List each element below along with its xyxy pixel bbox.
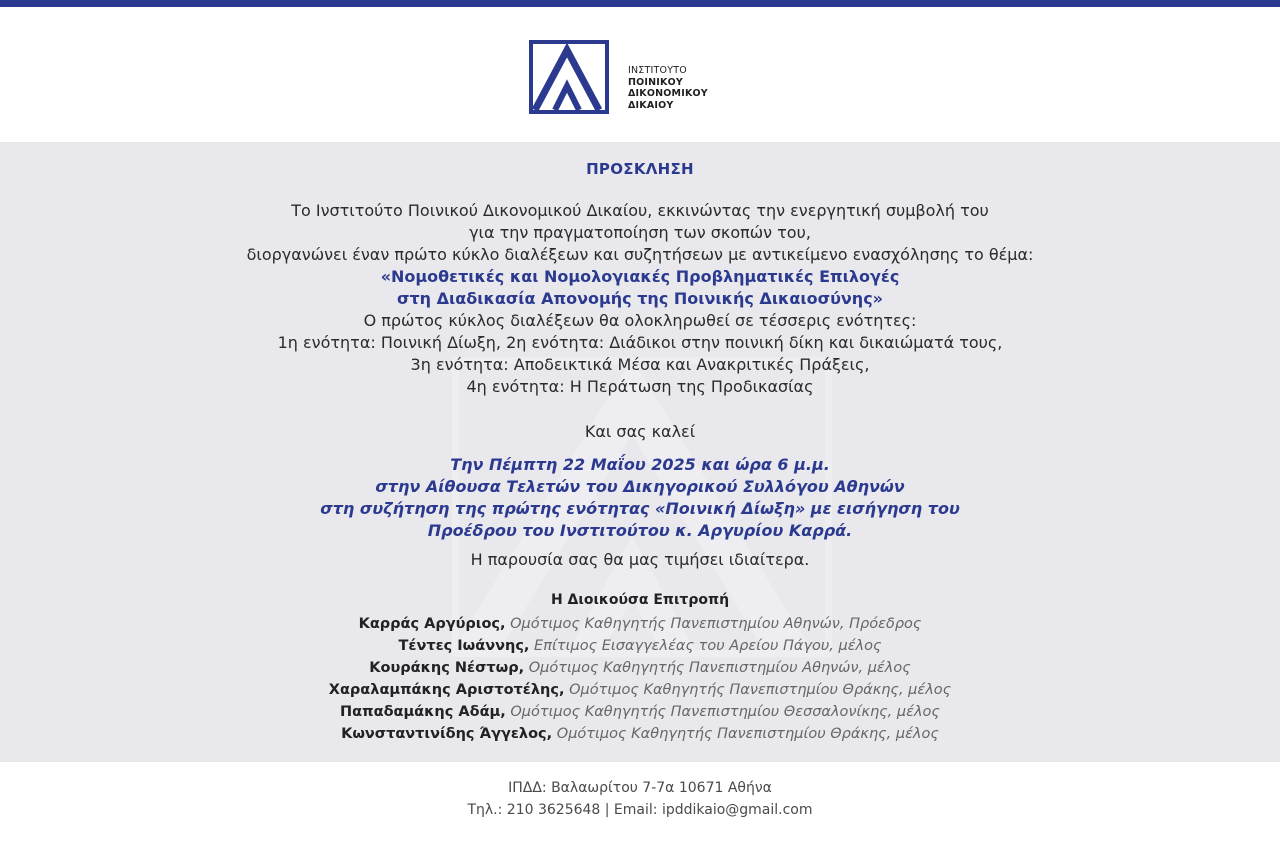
member-role: Επίτιμος Εισαγγελέας του Αρείου Πάγου, μέλος xyxy=(534,638,882,654)
logo-line-2: ΠΟΙΝΙΚΟΥ xyxy=(628,76,683,88)
board-title: Η Διοικούσα Επιτροπή xyxy=(550,592,730,608)
topic-line: στη Διαδικασία Απονομής της Ποινικής Δικαιοσύνης» xyxy=(396,289,884,308)
logo-line-3: ΔΙΚΟΝΟΜΙΚΟΥ xyxy=(628,88,708,99)
cycle-line: 4η ενότητα: Η Περάτωση της Προδικασίας xyxy=(466,377,814,396)
invitation-title: ΠΡΟΣΚΛΗΣΗ xyxy=(586,160,694,178)
event-line: στην Αίθουσα Τελετών του Δικηγορικού Συλλόγου Αθηνών xyxy=(375,477,905,496)
logo-line-4: ΔΙΚΑΙΟΥ xyxy=(628,99,674,111)
member-role: Ομότιμος Καθηγητής Πανεπιστημίου Αθηνών, Πρόεδρος xyxy=(510,616,922,632)
event-details xyxy=(0,454,1280,542)
member-name: Τέντες Ιωάννης, xyxy=(398,638,530,654)
intro-paragraph xyxy=(0,200,1280,398)
board-member xyxy=(0,679,1280,701)
invites-line: Και σας καλεί xyxy=(584,422,696,441)
member-name: Παπαδαμάκης Αδάμ, xyxy=(340,704,506,720)
board-member xyxy=(0,723,1280,745)
member-name: Κουράκης Νέστωρ, xyxy=(369,660,525,676)
topic-line: «Νομοθετικές και Νομολογιακές Προβληματικές Επιλογές xyxy=(380,267,900,286)
header xyxy=(0,7,1280,142)
member-name: Καρράς Αργύριος, xyxy=(358,616,506,632)
cycle-line: 3η ενότητα: Αποδεικτικά Μέσα και Ανακριτικές Πράξεις, xyxy=(410,355,870,374)
board-member xyxy=(0,701,1280,723)
board-member xyxy=(0,635,1280,657)
closing-line-wrap xyxy=(0,549,1280,571)
member-name: Χαραλαμπάκης Αριστοτέλης, xyxy=(328,682,565,698)
footer-address: ΙΠΔΔ: Βαλαωρίτου 7-7α 10671 Αθήνα xyxy=(508,780,772,796)
board-member xyxy=(0,613,1280,635)
footer-contact: Τηλ.: 210 3625648 | Email: ipddikaio@gmail.com xyxy=(467,802,813,818)
event-line: Προέδρου του Ινστιτούτου κ. Αργυρίου Καρρά. xyxy=(427,521,853,540)
member-name: Κωνσταντινίδης Άγγελος, xyxy=(341,726,553,742)
cycle-line: Ο πρώτος κύκλος διαλέξεων θα ολοκληρωθεί σε τέσσερις ενότητες: xyxy=(363,311,917,330)
member-role: Ομότιμος Καθηγητής Πανεπιστημίου Αθηνών, μέλος xyxy=(528,660,911,676)
closing-line: Η παρουσία σας θα μας τιμήσει ιδιαίτερα. xyxy=(470,550,810,569)
logo-wordmark xyxy=(628,65,708,111)
logo-line-1: ΙΝΣΤΙΤΟΥΤΟ xyxy=(628,65,687,76)
member-role: Ομότιμος Καθηγητής Πανεπιστημίου Θράκης, μέλος xyxy=(569,682,952,698)
event-line: στη συζήτηση της πρώτης ενότητας «Ποινική Δίωξη» με εισήγηση του xyxy=(320,499,960,518)
cycle-line: 1η ενότητα: Ποινική Δίωξη, 2η ενότητα: Διάδικοι στην ποινική δίκη και δικαιώματά τους, xyxy=(277,333,1003,352)
intro-line: για την πραγματοποίηση των σκοπών του, xyxy=(469,223,811,242)
footer xyxy=(0,762,1280,850)
board-member xyxy=(0,657,1280,679)
board-members-list xyxy=(0,613,1280,745)
event-line: Την Πέμπτη 22 Μαΐου 2025 και ώρα 6 μ.μ. xyxy=(450,455,830,474)
member-role: Ομότιμος Καθηγητής Πανεπιστημίου Θεσσαλονίκης, μέλος xyxy=(510,704,940,720)
intro-line: διοργανώνει έναν πρώτο κύκλο διαλέξεων και συζητήσεων με αντικείμενο ενασχόλησης το θέμα: xyxy=(246,245,1034,264)
invites-line-wrap xyxy=(0,421,1280,443)
member-role: Ομότιμος Καθηγητής Πανεπιστημίου Θράκης, μέλος xyxy=(556,726,939,742)
invitation-panel xyxy=(0,142,1280,762)
top-accent-bar xyxy=(0,0,1280,7)
intro-line: Το Ινστιτούτο Ποινικού Δικονομικού Δικαίου, εκκινώντας την ενεργητική συμβολή του xyxy=(291,201,989,220)
triangle-logo-icon xyxy=(529,40,609,114)
